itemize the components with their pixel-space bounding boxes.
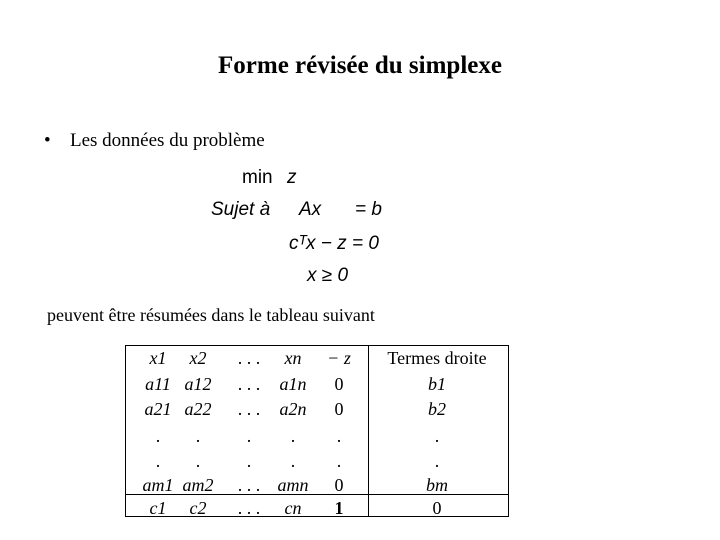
tableau-header-cell: − z (327, 348, 351, 368)
tableau-header-cell: x2 (189, 348, 207, 368)
objective-constraint: cᵀx − z = 0 (289, 233, 379, 254)
tableau-cell: bm (426, 475, 448, 495)
tableau-cell: am1 (142, 475, 174, 495)
bullet-item (44, 130, 265, 152)
tableau-cell: . (195, 426, 201, 446)
subject-label: Sujet à (211, 199, 271, 220)
tableau-cell: . . . (237, 399, 261, 419)
page-title: Forme révisée du simplexe (218, 52, 502, 79)
constraint-lhs: Ax (299, 199, 322, 220)
constraint-rhs: = b (355, 199, 382, 220)
tableau-header-cell: xn (284, 348, 302, 368)
tableau-cell: . (246, 426, 252, 446)
tableau-cell: a22 (184, 399, 212, 419)
tableau-cell: a21 (144, 399, 172, 419)
tableau-cell: b2 (428, 399, 446, 419)
tableau-cell: a11 (145, 374, 171, 394)
tableau-cell: . (195, 451, 201, 471)
tableau-cell: . . . (237, 498, 261, 518)
simplex-tableau (125, 345, 509, 517)
tableau-divider-vertical (368, 346, 369, 516)
min-variable: z (287, 167, 297, 188)
tableau-cell: amn (277, 475, 309, 495)
tableau-cell: . . . (237, 475, 261, 495)
tableau-cell: cn (284, 498, 302, 518)
tableau-cell: . (434, 426, 440, 446)
tableau-cell: c1 (149, 498, 167, 518)
tableau-cell: 0 (334, 475, 344, 495)
tableau-cell: . (246, 451, 252, 471)
tableau-cell: . (336, 426, 342, 446)
tableau-cell: am2 (182, 475, 214, 495)
nonnegativity-constraint: x ≥ 0 (307, 265, 349, 286)
tableau-cell: . (434, 451, 440, 471)
tableau-cell: 0 (334, 374, 344, 394)
tableau-cell: a12 (184, 374, 212, 394)
tableau-cell: . (290, 426, 296, 446)
tableau-header-cell: Termes droite (387, 348, 487, 368)
bullet-dot: • (44, 130, 51, 151)
tableau-cell: . (290, 451, 296, 471)
problem-formulation (205, 164, 405, 290)
tableau-cell: a2n (279, 399, 307, 419)
tableau-cell: 0 (334, 399, 344, 419)
tableau-cell: . (155, 451, 161, 471)
bullet-text: Les données du problème (70, 130, 265, 151)
tableau-cell: 0 (432, 498, 442, 518)
min-label: min (242, 167, 273, 188)
tableau-cell: b1 (428, 374, 446, 394)
tableau-header-cell: x1 (149, 348, 167, 368)
tableau-cell: . . . (237, 374, 261, 394)
table-caption: peuvent être résumées dans le tableau suivant (47, 305, 375, 325)
tableau-cell: . (155, 426, 161, 446)
tableau-cell: a1n (279, 374, 307, 394)
tableau-cell: . (336, 451, 342, 471)
tableau-cell: 1 (334, 498, 344, 518)
tableau-cell: c2 (189, 498, 207, 518)
tableau-header-cell: . . . (237, 348, 261, 368)
